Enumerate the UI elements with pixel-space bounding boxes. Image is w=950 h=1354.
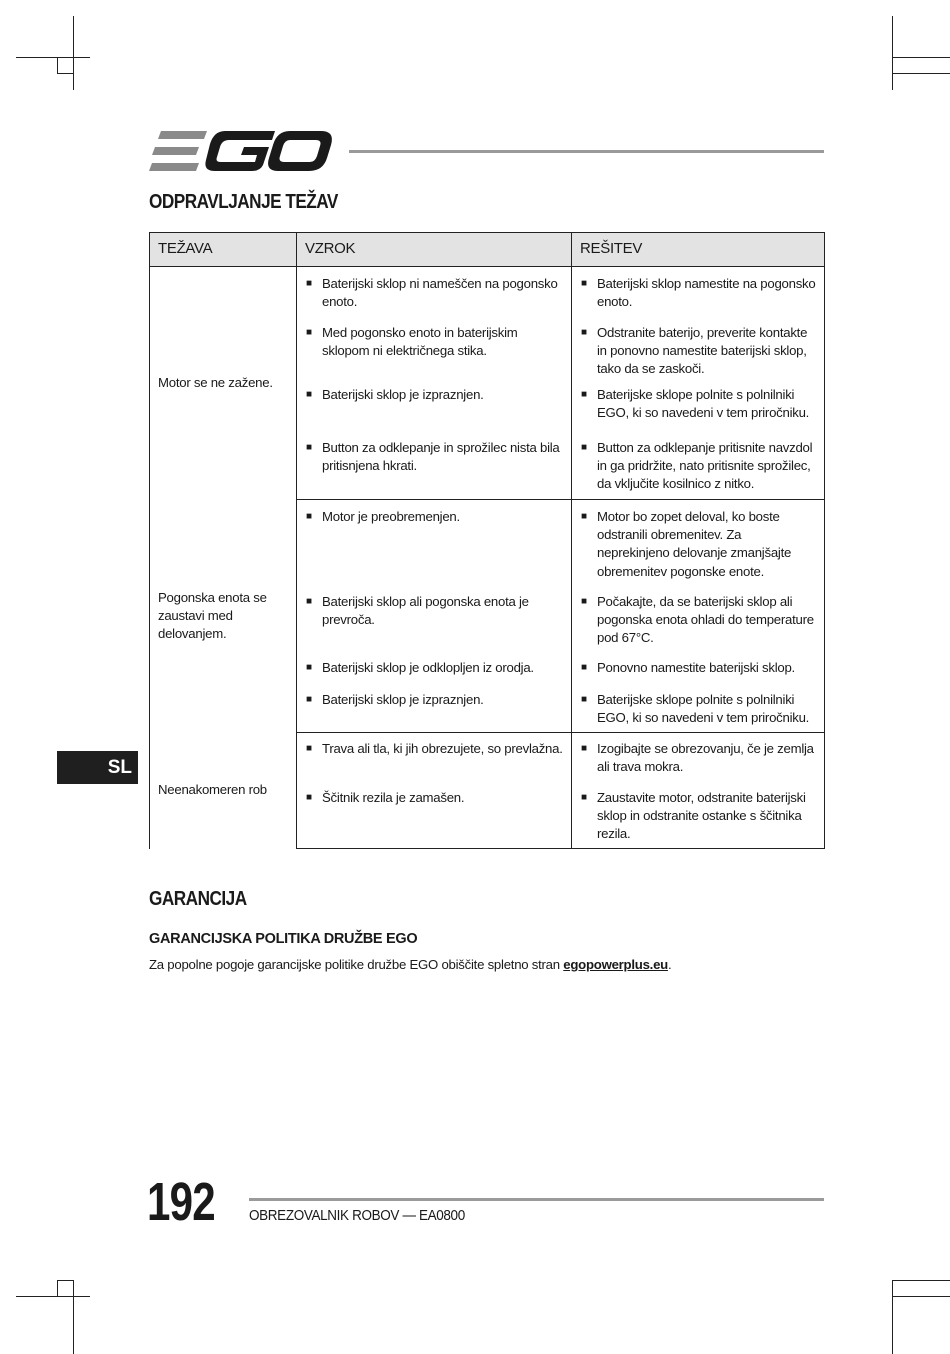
cause-text: Baterijski sklop ni nameščen na pogonsko enoto.: [322, 276, 558, 310]
bullet-icon: ■: [581, 791, 587, 803]
warranty-text: [149, 957, 671, 972]
table-header-row: [150, 233, 825, 267]
solution-text: Baterijske sklope polnite s polnilniki EGO, ki so navedeni v tem priročniku.: [597, 691, 810, 725]
solution-text: Počakajte, da se baterijski sklop ali pogonska enota ohladi do temperature pod 67°C.: [597, 593, 814, 645]
table-row: [150, 500, 825, 585]
bullet-icon: ■: [581, 278, 587, 289]
solution-text: Button za odklepanje pritisnite navzdol in ga pridržite, nato pritisnite sprožilec, da vključite kosilnico z nitko.: [597, 439, 813, 491]
bullet-icon: ■: [581, 595, 587, 607]
header-cause: VZROK: [297, 233, 572, 267]
solution-text: Odstranite baterijo, preverite kontakte in ponovno namestite baterijski sklop, tako da se zaskoči.: [597, 324, 808, 376]
table-row: [150, 267, 825, 316]
solution-text: Baterijski sklop namestite na pogonsko enoto.: [597, 276, 816, 310]
crop-mark: [892, 16, 893, 90]
bullet-icon: ■: [581, 326, 587, 338]
crop-mark: [892, 1296, 950, 1297]
crop-mark: [892, 73, 950, 74]
crop-mark: [57, 1280, 58, 1296]
problem-cell: Motor se ne zažene.: [150, 267, 297, 500]
crop-mark: [57, 1280, 73, 1281]
ego-logo: [149, 128, 333, 174]
problem-cell: Neenakomeren rob: [150, 733, 297, 849]
solution-text: Baterijske sklope polnite s polnilniki EGO, ki so navedeni v tem priročniku.: [597, 386, 810, 420]
solution-text: Zaustavite motor, odstranite baterijski sklop in odstranite ostanke s ščitnika rezila.: [597, 789, 806, 841]
crop-mark: [892, 1280, 950, 1281]
page-number: 192: [147, 1172, 215, 1232]
cause-text: Baterijski sklop je odklopljen iz orodja.: [322, 659, 534, 675]
cause-text: Baterijski sklop je izpraznjen.: [322, 386, 484, 402]
warranty-text-end: .: [667, 957, 672, 972]
bullet-icon: ■: [306, 743, 312, 754]
crop-mark: [73, 16, 74, 90]
table-row: [150, 733, 825, 781]
warranty-text-body: Za popolne pogoje garancijske politike družbe EGO obiščite spletno stran: [149, 957, 564, 972]
cause-text: Trava ali tla, ki jih obrezujete, so prevlažna.: [322, 741, 563, 756]
warranty-title: GARANCIJA: [149, 888, 247, 910]
bullet-icon: ■: [581, 661, 587, 673]
solution-text: Izogibajte se obrezovanju, če je zemlja ali trava mokra.: [597, 741, 814, 775]
cause-text: Med pogonsko enoto in baterijskim sklopom ni električnega stika.: [322, 324, 518, 358]
bullet-icon: ■: [581, 511, 587, 522]
header-solution: REŠITEV: [572, 233, 825, 267]
crop-mark: [892, 1280, 893, 1354]
bullet-icon: ■: [581, 743, 587, 754]
bullet-icon: ■: [306, 388, 312, 400]
troubleshooting-title: ODPRAVLJANJE TEŽAV: [149, 191, 338, 213]
crop-mark: [57, 73, 73, 74]
header-rule: [349, 150, 824, 153]
solution-text: Motor bo zopet deloval, ko boste odstranili obremenitev. Za neprekinjeno delovanje zmanjšajte obremenitev pogonske enote.: [597, 509, 792, 579]
bullet-icon: ■: [581, 693, 587, 705]
bullet-icon: ■: [306, 441, 312, 453]
cause-text: Baterijski sklop je izpraznjen.: [322, 691, 484, 707]
ego-logo-graphic: [149, 128, 333, 174]
bullet-icon: ■: [306, 595, 312, 607]
crop-mark: [892, 57, 950, 58]
bullet-icon: ■: [306, 791, 312, 803]
bullet-icon: ■: [306, 661, 312, 673]
warranty-subtitle: GARANCIJSKA POLITIKA DRUŽBE EGO: [149, 931, 418, 947]
problem-cell: Pogonska enota se zaustavi med delovanjem.: [150, 500, 297, 733]
crop-mark: [57, 57, 58, 73]
warranty-link[interactable]: egopowerplus.eu: [563, 957, 668, 972]
bullet-icon: ■: [306, 693, 312, 705]
crop-mark: [73, 1280, 74, 1354]
bullet-icon: ■: [306, 326, 312, 338]
bullet-icon: ■: [581, 441, 587, 453]
solution-text: Ponovno namestite baterijski sklop.: [597, 659, 795, 675]
cause-text: Baterijski sklop ali pogonska enota je prevroča.: [322, 593, 529, 627]
footer-product: OBREZOVALNIK ROBOV — EA0800: [249, 1207, 465, 1224]
bullet-icon: ■: [581, 388, 587, 400]
crop-mark: [16, 57, 90, 58]
crop-mark: [16, 1296, 90, 1297]
bullet-icon: ■: [306, 278, 312, 289]
header-problem: TEŽAVA: [150, 233, 297, 267]
cause-text: Button za odklepanje in sprožilec nista bila pritisnjena hkrati.: [322, 439, 560, 473]
cause-text: Ščitnik rezila je zamašen.: [322, 789, 465, 805]
troubleshooting-table: [149, 232, 825, 849]
cause-text: Motor je preobremenjen.: [322, 509, 460, 524]
footer-rule: [249, 1198, 824, 1201]
bullet-icon: ■: [306, 511, 312, 522]
language-tab: SL: [57, 751, 138, 784]
